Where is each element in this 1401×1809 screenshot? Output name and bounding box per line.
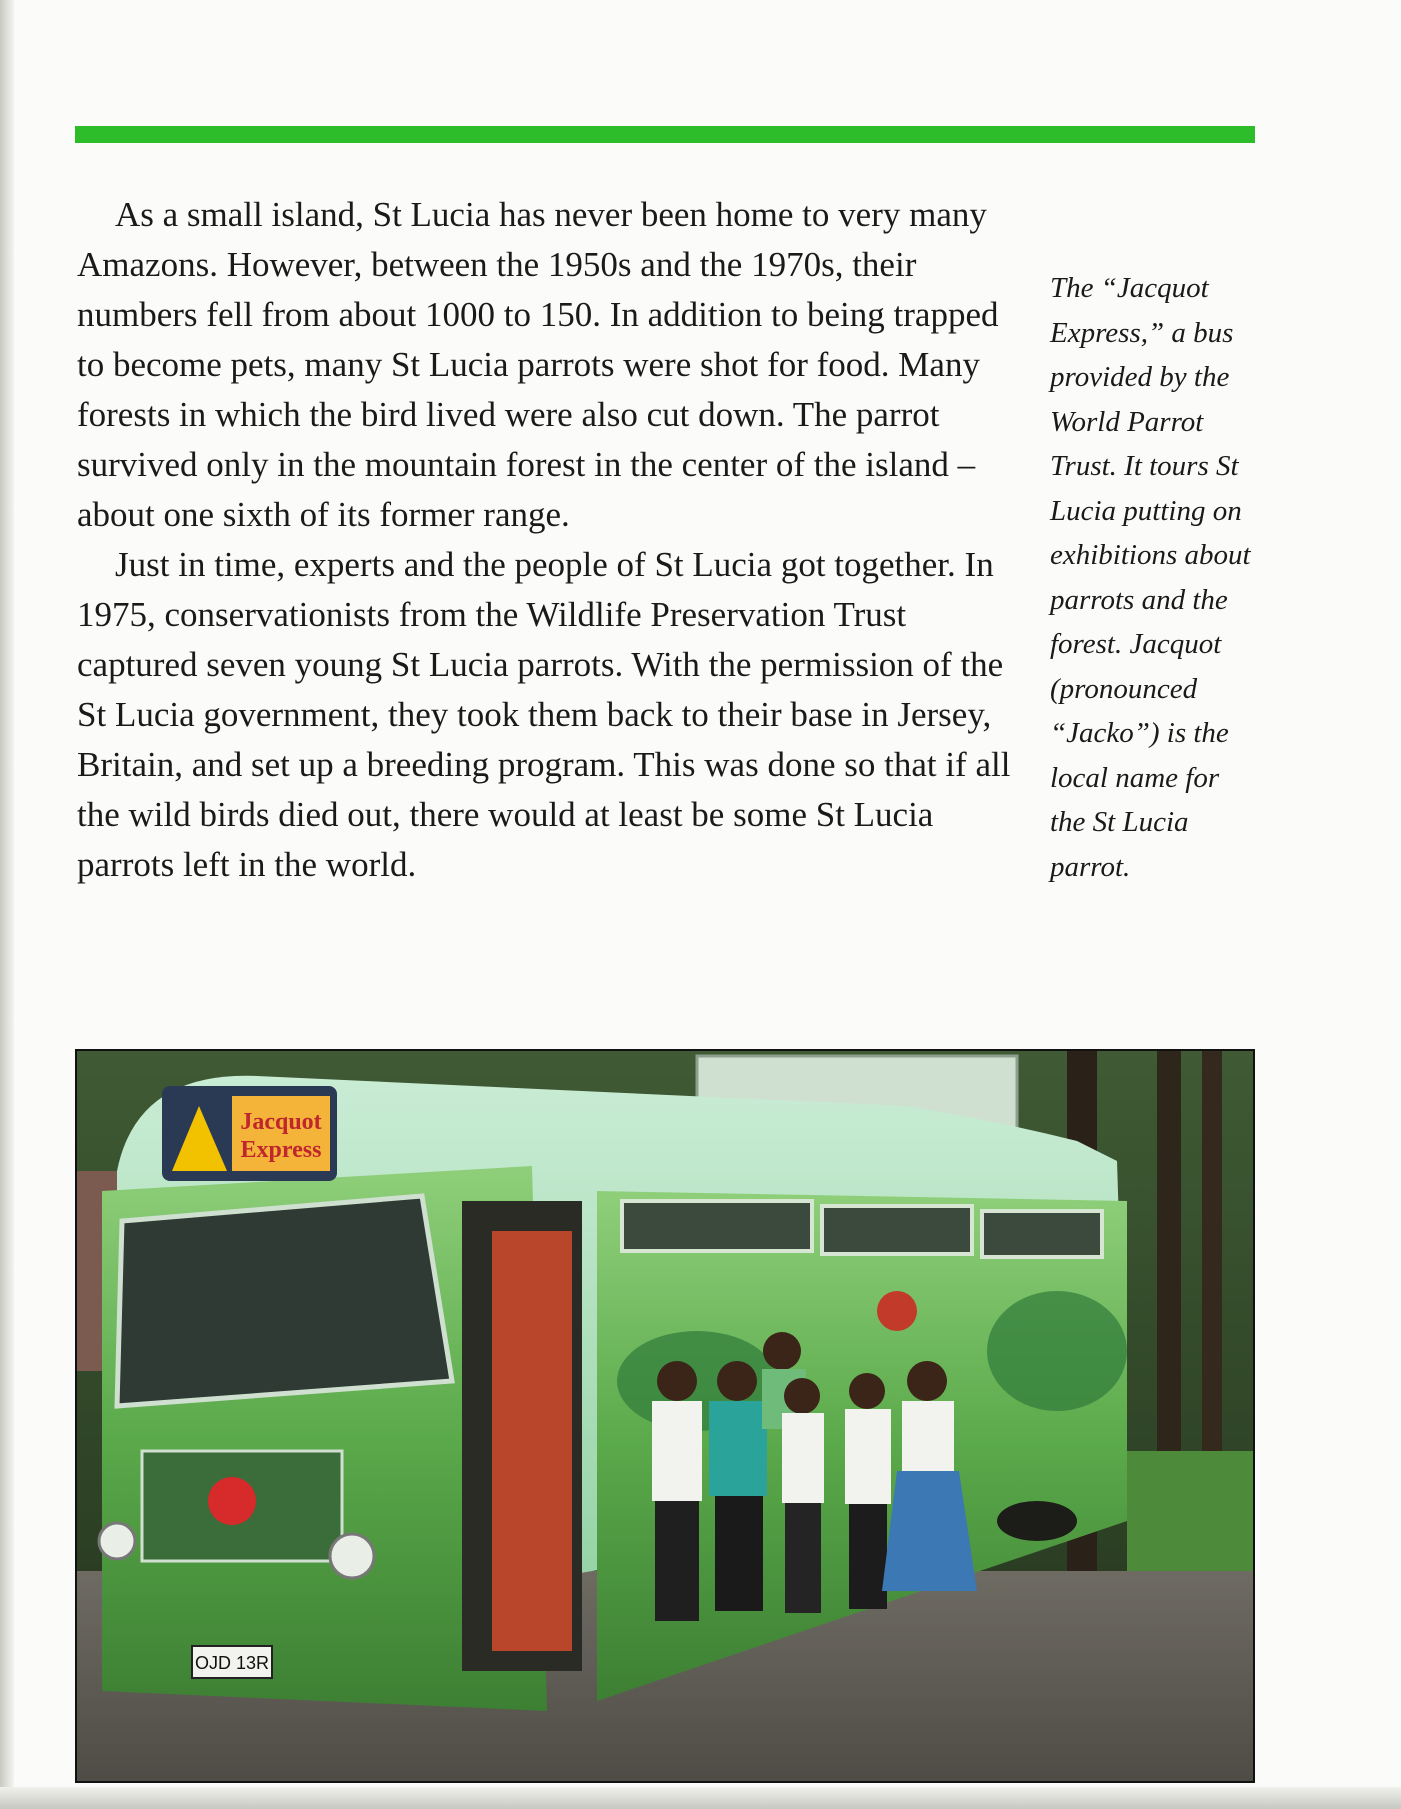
painted-foliage — [987, 1291, 1127, 1411]
door-panel — [492, 1231, 572, 1651]
painted-parrot — [877, 1291, 917, 1331]
page-bottom-shadow — [0, 1787, 1401, 1809]
bus-window — [622, 1201, 812, 1251]
windshield — [117, 1196, 452, 1406]
article-body — [77, 190, 1019, 890]
bus-sign-line2: Express — [240, 1137, 322, 1163]
rear-wheel — [997, 1501, 1077, 1541]
page-edge-shadow — [0, 0, 14, 1809]
headlight — [330, 1534, 374, 1578]
red-nose-ornament — [208, 1477, 256, 1525]
license-plate-text: OJD 13R — [194, 1653, 270, 1673]
photo-caption: The “Jacquot Express,” a bus provided by the World Parrot Trust. It tours St Lucia putting on exhibitions about parrots and the forest. Jacquot (pronounced “Jacko”) is the local name for the St Lucia parrot. — [1050, 272, 1251, 883]
green-accent-bar — [75, 126, 1255, 143]
bus-photo-illustration — [77, 1051, 1253, 1781]
bus-photo — [75, 1049, 1255, 1783]
bus-window — [822, 1206, 972, 1254]
bus-sign-line1: Jacquot — [240, 1109, 322, 1135]
grass-patch — [1127, 1451, 1253, 1571]
headlight — [99, 1523, 135, 1559]
bus-window — [982, 1211, 1102, 1257]
article-paragraph-2: Just in time, experts and the people of St Lucia got together. In 1975, conservationists from the Wildlife Preservation Trust captured seven young St Lucia parrots. With the permission of the St Lucia government, they took them back to their base in Jersey, Britain, and set up a breeding program. This was done so that if all the wild birds died out, there would at least be some St Lucia parrots left in the world. — [77, 545, 1011, 884]
article-paragraph-1: As a small island, St Lucia has never been home to very many Amazons. However, between the 1950s and the 1970s, their numbers fell from about 1000 to 150. In addition to being trapped to become pets, many St Lucia parrots were shot for food. Many forests in which the bird lived were also cut down. The parrot survived only in the mountain forest in the center of the island – about one sixth of its former range. — [77, 195, 999, 534]
